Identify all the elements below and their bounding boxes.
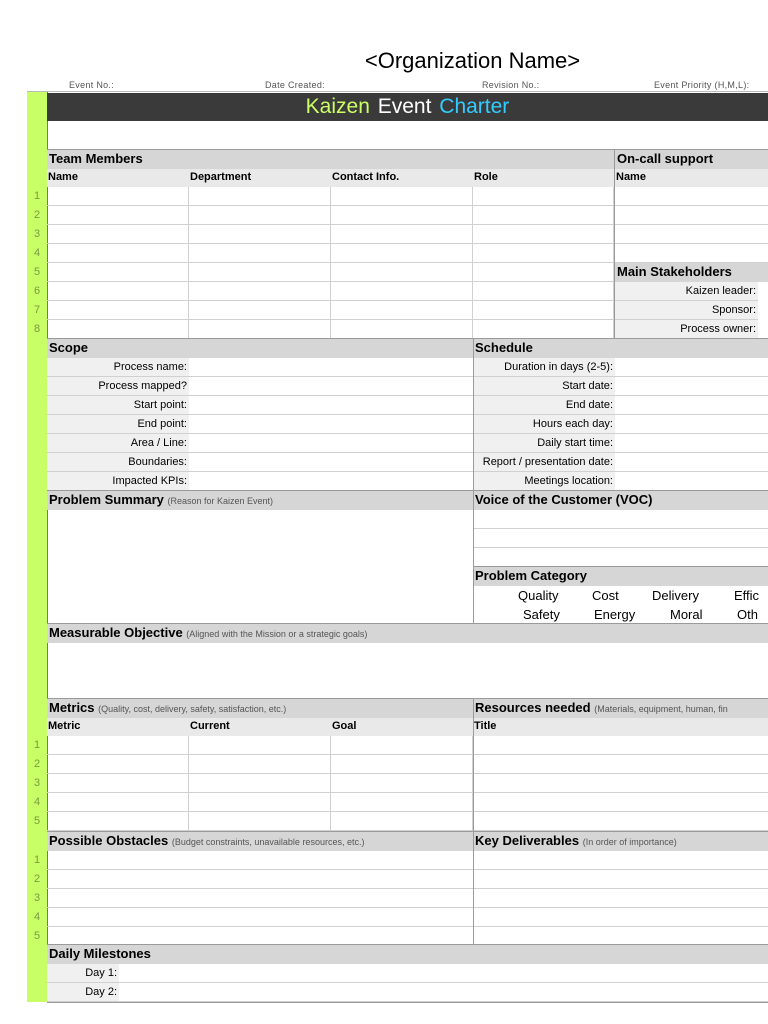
oncall-cell[interactable] (615, 206, 768, 225)
scope-label: Process name: (47, 358, 189, 377)
scope-field[interactable] (189, 434, 473, 453)
resource-cell[interactable] (474, 755, 768, 774)
scope-label: Process mapped? (47, 377, 189, 396)
team-cell[interactable] (47, 282, 189, 301)
key-deliverables-header: Key Deliverables (In order of importance) (473, 832, 768, 851)
resources-needed-header: Resources needed (Materials, equipment, human, fin (473, 699, 768, 718)
team-cell[interactable] (473, 187, 614, 206)
possible-obstacles-header: Possible Obstacles (Budget constraints, unavailable resources, etc.) (47, 832, 473, 851)
voc-field-3[interactable] (474, 548, 768, 567)
schedule-field[interactable] (615, 358, 768, 377)
resource-cell[interactable] (474, 812, 768, 831)
milestone-day2-field[interactable] (119, 983, 768, 1002)
category-quality[interactable]: Quality (518, 588, 559, 603)
team-cell[interactable] (473, 263, 614, 282)
voc-field-1[interactable] (474, 510, 768, 529)
team-cell[interactable] (473, 225, 614, 244)
title-word-kaizen: Kaizen (305, 95, 370, 118)
team-cell[interactable] (331, 206, 473, 225)
event-no-label: Event No.: (69, 80, 115, 90)
resources-col-title: Title (473, 718, 768, 736)
team-cell[interactable] (47, 206, 189, 225)
metric-cell[interactable] (331, 812, 473, 831)
metric-cell[interactable] (47, 774, 189, 793)
organization-name: <Organization Name> (364, 48, 581, 73)
voc-field-2[interactable] (474, 529, 768, 548)
category-other[interactable]: Oth (737, 607, 758, 622)
scope-label: Impacted KPIs: (47, 472, 189, 491)
team-cell[interactable] (331, 225, 473, 244)
scope-field[interactable] (189, 453, 473, 472)
team-cell[interactable] (47, 263, 189, 282)
deliverable-cell[interactable] (474, 870, 768, 889)
scope-header: Scope (47, 339, 473, 358)
metric-row-number: 4 (33, 796, 41, 808)
team-cell[interactable] (189, 301, 331, 320)
category-efficiency[interactable]: Effic (734, 588, 760, 603)
team-cell[interactable] (473, 320, 614, 339)
metric-cell[interactable] (47, 736, 189, 755)
event-name-field[interactable] (47, 121, 768, 150)
metric-cell[interactable] (189, 755, 331, 774)
metrics-col-metric: Metric (47, 718, 189, 736)
team-cell[interactable] (189, 320, 331, 339)
milestone-day1-label: Day 1: (47, 964, 119, 983)
event-priority-label: Event Priority (H,M,L): (654, 80, 750, 90)
obstacle-cell[interactable] (47, 870, 473, 889)
metric-cell[interactable] (47, 812, 189, 831)
scope-label: Area / Line: (47, 434, 189, 453)
oncall-col-name: Name (615, 169, 768, 187)
team-cell[interactable] (47, 320, 189, 339)
team-cell[interactable] (47, 301, 189, 320)
team-cell[interactable] (331, 282, 473, 301)
schedule-field[interactable] (615, 453, 768, 472)
resource-cell[interactable] (474, 793, 768, 812)
title-word-charter: Charter (439, 95, 510, 118)
team-cell[interactable] (331, 301, 473, 320)
team-col-department: Department (189, 169, 331, 187)
sponsor-label: Sponsor: (615, 301, 758, 320)
team-members-header: Team Members (47, 150, 614, 169)
problem-summary-header: Problem Summary (Reason for Kaizen Event) (47, 491, 473, 510)
metric-cell[interactable] (189, 774, 331, 793)
category-cost[interactable]: Cost (592, 588, 619, 603)
metrics-col-current: Current (189, 718, 331, 736)
scope-label: Start point: (47, 396, 189, 415)
team-cell[interactable] (473, 301, 614, 320)
team-cell[interactable] (47, 187, 189, 206)
revision-no-label: Revision No.: (482, 80, 540, 90)
team-row-number: 2 (33, 209, 41, 221)
team-cell[interactable] (331, 187, 473, 206)
schedule-label: Report / presentation date: (474, 453, 615, 472)
team-cell[interactable] (331, 244, 473, 263)
scope-field[interactable] (189, 415, 473, 434)
team-cell[interactable] (189, 206, 331, 225)
measurable-objective-field[interactable] (47, 643, 768, 699)
problem-category-header: Problem Category (473, 567, 768, 586)
scope-label: End point: (47, 415, 189, 434)
category-moral[interactable]: Moral (670, 607, 703, 622)
obstacle-row-number: 5 (33, 930, 41, 942)
resource-cell[interactable] (474, 736, 768, 755)
resource-cell[interactable] (474, 774, 768, 793)
schedule-header: Schedule (473, 339, 768, 358)
obstacle-row-number: 2 (33, 873, 41, 885)
oncall-cell[interactable] (615, 187, 768, 206)
process-owner-label: Process owner: (615, 320, 758, 339)
scope-label: Boundaries: (47, 453, 189, 472)
metric-cell[interactable] (331, 774, 473, 793)
scope-field[interactable] (189, 472, 473, 491)
team-cell[interactable] (47, 225, 189, 244)
schedule-field[interactable] (615, 396, 768, 415)
obstacle-cell[interactable] (47, 889, 473, 908)
voc-header: Voice of the Customer (VOC) (473, 491, 768, 510)
team-col-role: Role (473, 169, 614, 187)
schedule-label: Hours each day: (474, 415, 615, 434)
metric-cell[interactable] (47, 755, 189, 774)
deliverable-cell[interactable] (474, 851, 768, 870)
schedule-label: Duration in days (2-5): (474, 358, 615, 377)
team-cell[interactable] (331, 320, 473, 339)
schedule-field[interactable] (615, 434, 768, 453)
obstacle-row-number: 4 (33, 911, 41, 923)
milestone-day1-field[interactable] (119, 964, 768, 983)
metric-cell[interactable] (189, 736, 331, 755)
team-row-number: 8 (33, 323, 41, 335)
daily-milestones-header: Daily Milestones (47, 945, 768, 964)
team-row-number: 7 (33, 304, 41, 316)
oncall-cell[interactable] (615, 244, 768, 263)
scope-field[interactable] (189, 358, 473, 377)
category-safety[interactable]: Safety (523, 607, 560, 622)
obstacle-row-number: 1 (33, 854, 41, 866)
deliverable-cell[interactable] (474, 908, 768, 927)
problem-summary-field[interactable] (47, 510, 473, 624)
team-col-contact: Contact Info. (331, 169, 473, 187)
metric-cell[interactable] (331, 755, 473, 774)
schedule-field[interactable] (615, 415, 768, 434)
team-cell[interactable] (473, 206, 614, 225)
metric-row-number: 5 (33, 815, 41, 827)
kaizen-leader-label: Kaizen leader: (615, 282, 758, 301)
obstacle-cell[interactable] (47, 908, 473, 927)
metrics-col-goal: Goal (331, 718, 473, 736)
deliverable-cell[interactable] (474, 889, 768, 908)
oncall-support-header: On-call support (615, 150, 768, 169)
team-cell[interactable] (189, 225, 331, 244)
measurable-objective-header: Measurable Objective (Aligned with the Mission or a strategic goals) (47, 624, 768, 643)
team-row-number: 4 (33, 247, 41, 259)
team-row-number: 3 (33, 228, 41, 240)
schedule-field[interactable] (615, 377, 768, 396)
team-cell[interactable] (189, 282, 331, 301)
main-stakeholders-header: Main Stakeholders (615, 263, 768, 282)
metric-cell[interactable] (331, 793, 473, 812)
schedule-label: Start date: (474, 377, 615, 396)
metric-row-number: 1 (33, 739, 41, 751)
metric-cell[interactable] (331, 736, 473, 755)
title-word-event: Event (377, 95, 432, 118)
schedule-label: Daily start time: (474, 434, 615, 453)
team-cell[interactable] (189, 187, 331, 206)
team-row-number: 1 (33, 190, 41, 202)
charter-title (47, 93, 768, 121)
metric-cell[interactable] (189, 812, 331, 831)
milestone-day2-label: Day 2: (47, 983, 119, 1002)
team-row-number: 6 (33, 285, 41, 297)
schedule-field[interactable] (615, 472, 768, 491)
category-energy[interactable]: Energy (594, 607, 636, 622)
team-cell[interactable] (473, 244, 614, 263)
schedule-label: End date: (474, 396, 615, 415)
scope-field[interactable] (189, 377, 473, 396)
obstacle-cell[interactable] (47, 851, 473, 870)
metric-row-number: 2 (33, 758, 41, 770)
team-cell[interactable] (331, 263, 473, 282)
schedule-label: Meetings location: (474, 472, 615, 491)
team-cell[interactable] (189, 244, 331, 263)
team-cell[interactable] (473, 282, 614, 301)
team-cell[interactable] (47, 244, 189, 263)
team-cell[interactable] (189, 263, 331, 282)
date-created-label: Date Created: (265, 80, 325, 90)
category-delivery[interactable]: Delivery (652, 588, 699, 603)
metric-cell[interactable] (189, 793, 331, 812)
metric-cell[interactable] (47, 793, 189, 812)
team-col-name: Name (47, 169, 189, 187)
team-row-number: 5 (33, 266, 41, 278)
metric-row-number: 3 (33, 777, 41, 789)
metrics-header: Metrics (Quality, cost, delivery, safety, satisfaction, etc.) (47, 699, 473, 718)
scope-field[interactable] (189, 396, 473, 415)
oncall-cell[interactable] (615, 225, 768, 244)
obstacle-row-number: 3 (33, 892, 41, 904)
